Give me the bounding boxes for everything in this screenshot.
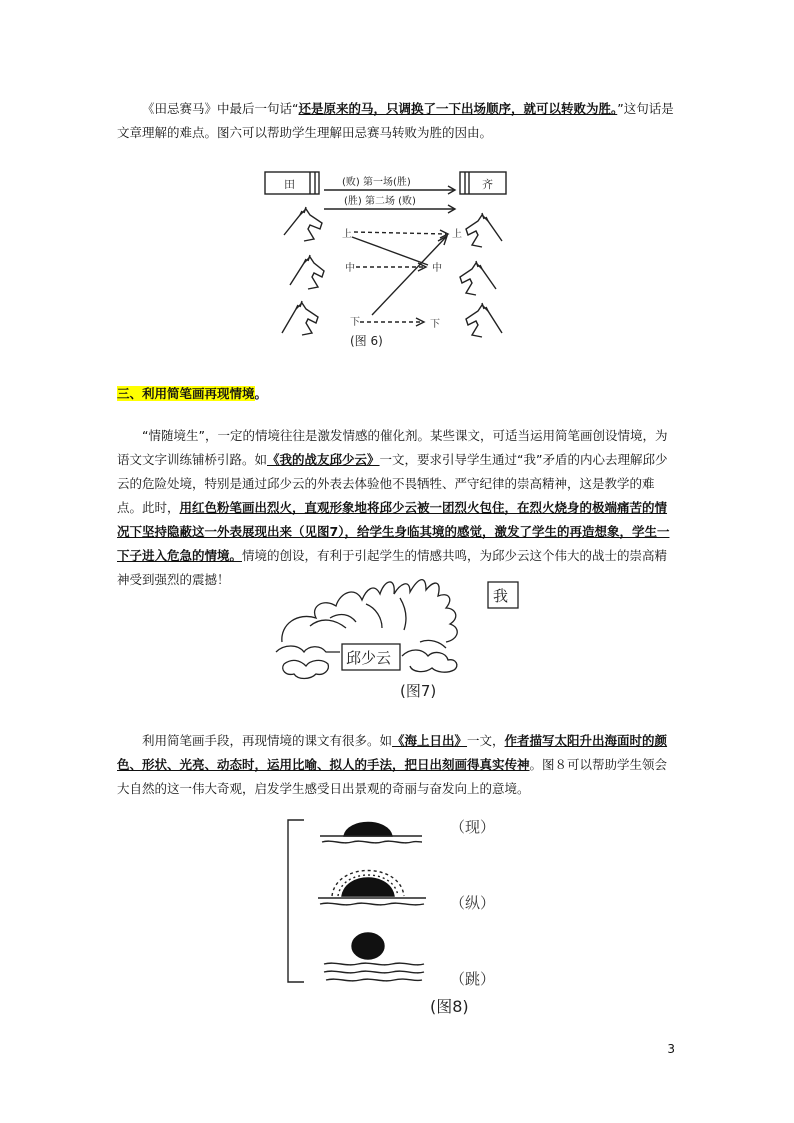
heading-text: 三、利用简笔画再现情境 <box>117 386 255 401</box>
figure-8-caption: (图8) <box>430 997 469 1016</box>
text: “情随境生”，一定的情境往往是激发情感的催化剂。某些课文，可适当运用简笔画创设情境，为语文文字训练铺桥引路。如 <box>117 428 668 467</box>
article-title: 《海上日出》 <box>392 733 468 748</box>
text: 一文， <box>467 733 505 748</box>
race-1-label: (败) 第一场(胜) <box>342 177 411 188</box>
heading-dot: 。 <box>254 386 268 401</box>
text: 《田忌赛马》中最后一句话“ <box>142 101 299 116</box>
figure-8 <box>282 812 522 1020</box>
horse-right-mid <box>460 261 496 295</box>
text: 情境的创设，有利于引起学生的情感共鸣，为邱少云这个伟大的战士的崇高精神受到强烈的震撼！ <box>117 548 668 587</box>
horse-left-top <box>284 207 322 241</box>
sun-leaping <box>324 933 424 981</box>
label-appear: （现） <box>450 818 496 836</box>
horse-right-top <box>466 213 502 247</box>
figure-7 <box>270 572 530 704</box>
text: 。图８可以帮助学生领会大自然的这一伟大奇观，启发学生感受日出景观的奇丽与奋发向上的意境。 <box>117 757 668 796</box>
left-top-label: 上 <box>342 229 352 240</box>
right-top-label: 上 <box>452 229 462 240</box>
page-number: 3 <box>667 1042 675 1056</box>
text: 利用简笔画手段，再现情境的课文有很多。如 <box>142 733 393 748</box>
right-mid-label: 中 <box>432 263 442 274</box>
label-climb: （纵） <box>450 894 496 912</box>
figure-6-caption: (图 6) <box>350 334 383 348</box>
label-leap: （跳） <box>450 970 496 988</box>
right-label: 齐 <box>482 178 493 191</box>
paragraph-sunrise <box>117 729 677 801</box>
sun-rising <box>320 823 422 843</box>
horse-left-low <box>282 301 318 335</box>
text: 一文，要求引导学生通过“我”矛盾的内心去理解邱少云的危险处境，特别是通过邱少云的外表去体验他不畏牺牲、严守纪律的崇高精神，这是教学的难点。此时， <box>117 452 668 515</box>
left-low-label: 下 <box>350 317 360 328</box>
race-2-label: (胜) 第二场 (败) <box>344 196 416 207</box>
bold-passage: 用红色粉笔画出烈火，直观形象地将邱少云被一团烈火包住，在烈火烧身的极端痛苦的情况下坚持隐蔽这一外表展现出来（见图7），给学生身临其境的感觉，激发了学生的再造想象，学生一下子进入危急的情境。 <box>117 500 670 563</box>
figure-7-caption: (图7) <box>400 682 437 700</box>
section-heading <box>117 382 677 406</box>
sun-climbing <box>318 871 426 905</box>
me-label: 我 <box>493 587 509 605</box>
horse-right-low <box>466 303 502 337</box>
paragraph-qiushaoyun <box>117 424 677 592</box>
horse-left-mid <box>290 255 324 289</box>
bold-passage: 作者描写太阳升出海面时的颜色、形状、光亮、动态时，运用比喻、拟人的手法，把日出刻画得真实传神 <box>117 733 668 772</box>
quote-bold: 还是原来的马，只调换了一下出场顺序，就可以转败为胜。 <box>298 101 618 116</box>
name-label: 邱少云 <box>346 649 392 667</box>
paragraph-intro <box>117 97 677 145</box>
article-title: 《我的战友邱少云》 <box>267 452 380 467</box>
bracket <box>288 820 304 982</box>
right-low-label: 下 <box>430 319 440 330</box>
arrow-cross-1 <box>352 237 428 265</box>
text: ”这句话是文章理解的难点。图六可以帮助学生理解田忌赛马转败为胜的因由。 <box>117 101 674 140</box>
left-label: 田 <box>284 178 295 191</box>
figure-6 <box>262 165 524 350</box>
left-mid-label: 中 <box>345 263 355 274</box>
arrow-top <box>354 232 446 234</box>
